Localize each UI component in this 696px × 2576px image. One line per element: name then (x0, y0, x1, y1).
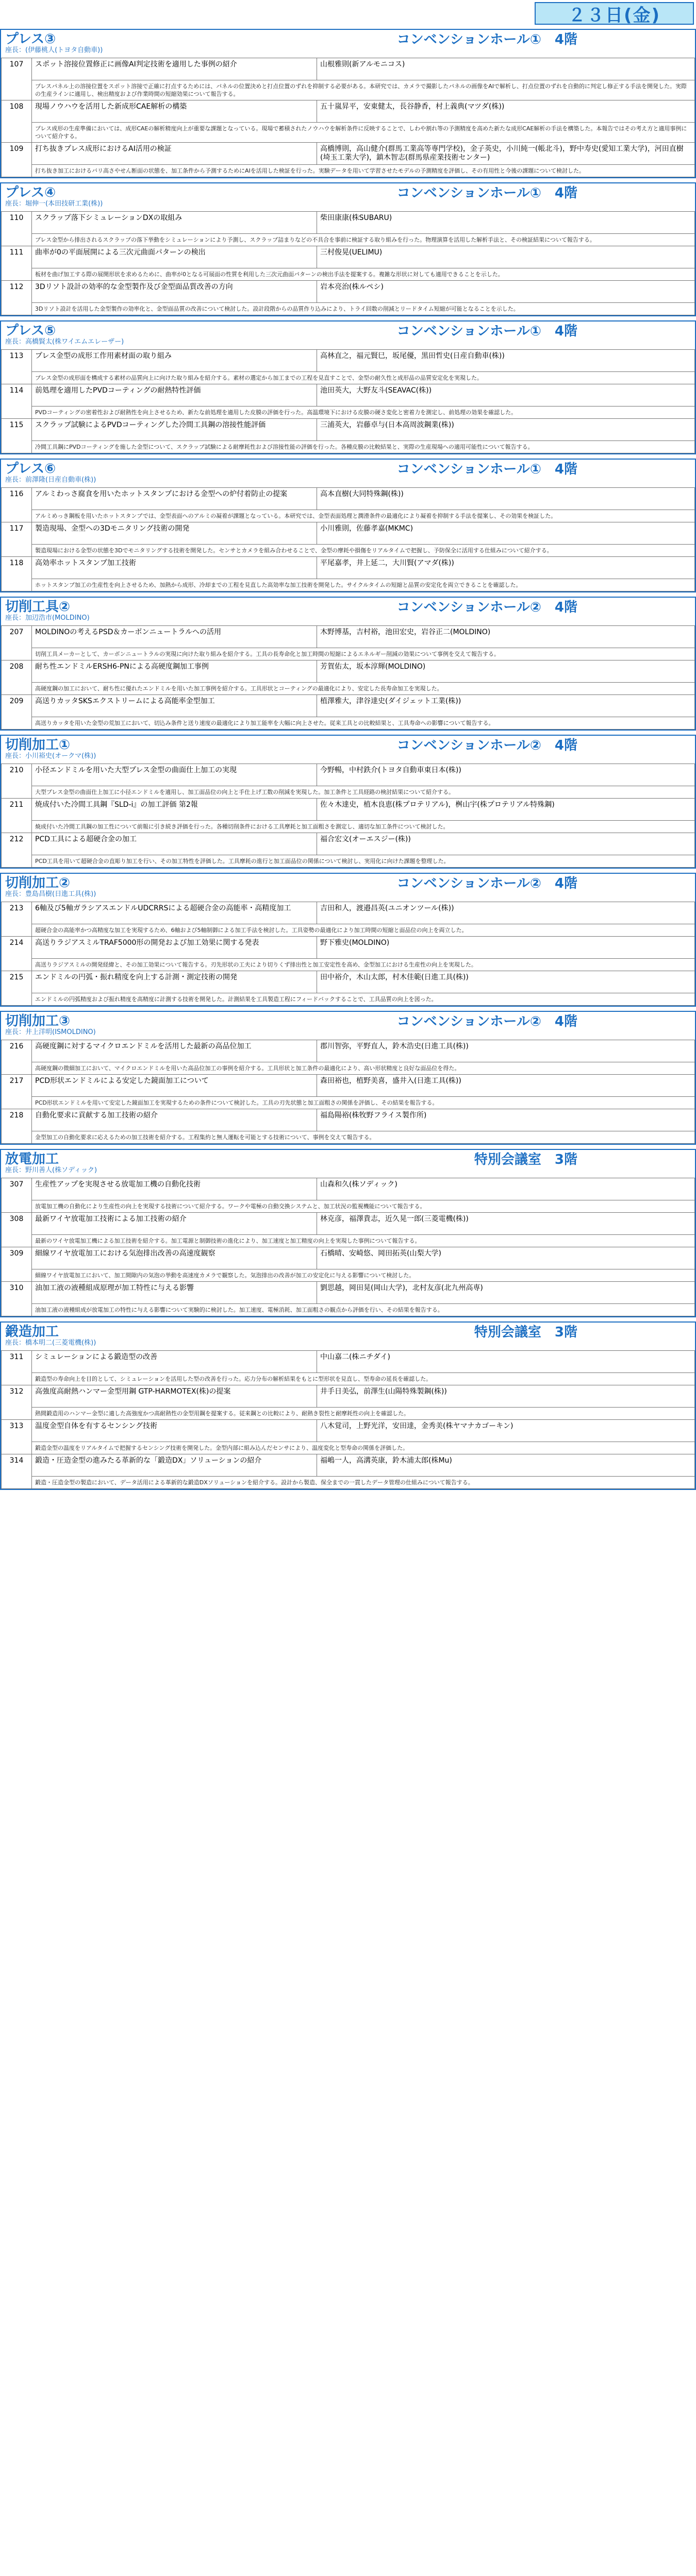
paper-authors: 今野暢，中村鉄介(トヨタ自動車東日本(株)) (317, 764, 695, 786)
paper-row (2, 833, 695, 855)
paper-title: 現場ノウハウを活用した新成形CAE解析の構築 (32, 100, 317, 123)
session-room: コンベンションホール① 4階 (396, 32, 577, 47)
session-title: プレス⑥ (5, 461, 56, 477)
paper-title: 耐ち性エンドミルERSH6-PNによる高硬度鋼加工事例 (32, 660, 317, 683)
paper-number: 309 (2, 1247, 32, 1282)
paper-title: 温度金型自体を有するセンシング技術 (32, 1420, 317, 1442)
paper-title: スクラップ試験によるPVDコーティングした冷間工具鋼の溶接性能評価 (32, 419, 317, 441)
paper-title: MOLDINOの考えるPSD＆カーボンニュートラルへの活用 (32, 626, 317, 648)
paper-abstract: 最新のワイヤ放電加工機による加工技術を紹介する。加工電源と制御技術の進化により、加工速度と加工精度の向上を実現した事例について報告する。 (32, 1235, 695, 1247)
paper-number: 210 (2, 764, 32, 799)
paper-number: 118 (2, 557, 32, 591)
paper-authors: 木野博基，吉村裕，池田宏史，岩谷正二(MOLDINO) (317, 626, 695, 648)
paper-number: 216 (2, 1040, 32, 1075)
paper-abstract-row (2, 1373, 695, 1385)
paper-abstract-row (2, 579, 695, 591)
paper-abstract-row (2, 406, 695, 419)
session-room: コンベンションホール① 4階 (396, 462, 577, 477)
paper-authors: 佐々木達史，植木良恵(株プロテリアル)，桝山宇(株プロテリアル特殊鋼) (317, 799, 695, 821)
paper-abstract: 熱間鍛造用のハンマー金型に適した高強度かつ高耐熱性の金型用鋼を提案する。従来鋼との比較により、耐熱き裂性と耐摩耗性の向上を確認した。 (32, 1408, 695, 1420)
paper-abstract-row (2, 1477, 695, 1489)
paper-row (2, 626, 695, 648)
paper-title: 油加工液の液種組成原理が加工特性に与える影響 (32, 1282, 317, 1304)
paper-abstract-row (2, 1408, 695, 1420)
paper-abstract: 大型プレス金型の曲面仕上加工に小径エンドミルを適用し、加工面品位の向上と手仕上げ工数の削減を実現した。加工条件と工具経路の検討結果について紹介する。 (32, 786, 695, 799)
paper-row (2, 557, 695, 579)
date-badge: ２３日(金) (535, 2, 694, 25)
paper-number: 207 (2, 626, 32, 660)
paper-abstract: 製造現場における金型の状態を3Dでモニタリングする技術を開発した。センサとカメラを組み合わせることで、金型の摩耗や損傷をリアルタイムで把握し、予防保全に活用する仕組みについて紹介する。 (32, 545, 695, 557)
paper-abstract: プレス金型から排出されるスクラップの落下挙動をシミュレーションにより予測し、スクラップ詰まりなどの不具合を事前に検証する取り組みを行った。物理演算を活用した解析手法と、その検証結果について報告する。 (32, 234, 695, 246)
paper-abstract: 鍛造型の寿命向上を目的として、シミュレーションを活用した型の改善を行った。応力分布の解析結果をもとに型形状を見直し、型寿命の延長を確認した。 (32, 1373, 695, 1385)
paper-abstract-row (2, 303, 695, 315)
paper-title: 焼成付いた冷間工具鋼『SLD-i』の加工評価 第2報 (32, 799, 317, 821)
paper-abstract: 板材を曲げ加工する際の展開形状を求めるために、曲率が0となる可展面の性質を利用した三次元曲面パターンの検出手法を提案する。複雑な形状に対しても適用できることを示した。 (32, 268, 695, 281)
paper-abstract: 高硬度鋼の微細加工において、マイクロエンドミルを用いた高品位加工の事例を紹介する。工具形状と加工条件の最適化により、高い形状精度と良好な面品位を得た。 (32, 1062, 695, 1075)
paper-authors: 田中裕介，木山太郎，村木佳範(日進工具(株)) (317, 971, 695, 993)
paper-number: 308 (2, 1213, 32, 1247)
paper-row (2, 58, 695, 80)
paper-title: 6軸及び5軸ガラシアスエンドルUDCRRSによる超硬合金の高能率・高精度加工 (32, 902, 317, 924)
session-chair: 座長：高橋賢太(株ワイエムエレーザー) (5, 338, 124, 346)
paper-abstract: プレスパネル上の溶接位置をスポット溶接で正確に打点するためには、パネルの位置決めと打点位置のずれを抑制する必要がある。本研究では、カメラで撮影したパネルの画像をAIで解析し、打点位置のずれを自動的に判定し修正する手法を開発した。実際の生産ラインに適用し、検出精度および作業時間の短縮効果について報告する。 (32, 80, 695, 100)
paper-row (2, 1247, 695, 1269)
paper-abstract: PCD工具を用いて超硬合金の直彫り加工を行い、その加工特性を評価した。工具摩耗の進行と加工面品位の関係について検討し、実用化に向けた課題を整理した。 (32, 855, 695, 868)
paper-title: 自動化要求に貢献する加工技術の紹介 (32, 1109, 317, 1131)
paper-row (2, 246, 695, 268)
paper-number: 307 (2, 1178, 32, 1213)
session-heading-group (5, 1014, 96, 1037)
paper-row (2, 971, 695, 993)
paper-authors: 森田裕也，植野美喜，盛井入(日進工具(株)) (317, 1075, 695, 1097)
paper-abstract: プレス成形の生産準備においては、成形CAEの解析精度向上が重要な課題となっている。現場で蓄積されたノウハウを解析条件に反映することで、しわや割れ等の予測精度を高めた新たな成形CAE解析の手法を構築した。本報告ではその考え方と適用事例について紹介する。 (32, 123, 695, 143)
paper-abstract: 金型加工の自動化要求に応えるための加工技術を紹介する。工程集約と無人運転を可能とする技術について、事例を交えて報告する。 (32, 1131, 695, 1144)
paper-abstract-row (2, 123, 695, 143)
paper-abstract-row (2, 924, 695, 937)
paper-abstract: ホットスタンプ加工の生産性を向上させるため、加熱から成形、冷却までの工程を見直した高効率な加工技術を開発した。サイクルタイムの短縮と品質の安定化を両立できることを確認した。 (32, 579, 695, 591)
session-block (0, 1321, 696, 1490)
paper-row (2, 522, 695, 545)
session-title: 切削加工① (5, 737, 71, 753)
paper-abstract: PCD形状エンドミルを用いて安定した鏡面加工を実現するための条件について検討した。工具の刃先状態と加工面粗さの関係を評価し、その結果を報告する。 (32, 1097, 695, 1109)
paper-title: プレス金型の成形工作用素材面の取り組み (32, 350, 317, 372)
paper-row (2, 1454, 695, 1477)
paper-table (1, 902, 695, 1006)
session-heading-group (5, 32, 103, 55)
paper-title: 製造現場、金型への3Dモニタリング技術の開発 (32, 522, 317, 545)
paper-abstract-row (2, 959, 695, 971)
paper-abstract-row (2, 165, 695, 177)
paper-number: 310 (2, 1282, 32, 1316)
paper-title: シミュレーションによる鍛造型の改善 (32, 1351, 317, 1373)
paper-abstract: 切削工具メーカーとして、カーボンニュートラルの実現に向けた取り組みを紹介する。工具の長寿命化と加工時間の短縮によるエネルギー削減の効果について事例を交えて報告する。 (32, 648, 695, 660)
paper-row (2, 1420, 695, 1442)
paper-abstract-row (2, 1062, 695, 1075)
paper-title: 鍛造・圧造金型の進みたる革新的な「鍛造DX」ソリューションの紹介 (32, 1454, 317, 1477)
paper-authors: 柴田康康(株SUBARU) (317, 212, 695, 234)
paper-number: 311 (2, 1351, 32, 1385)
paper-abstract-row (2, 993, 695, 1006)
paper-row (2, 1178, 695, 1200)
paper-authors: 吉田和人，渡邉昌英(ユニオンツール(株)) (317, 902, 695, 924)
session-heading-group (5, 1325, 96, 1347)
paper-number: 108 (2, 100, 32, 143)
paper-abstract: 油加工液の液種組成が放電加工の特性に与える影響について実験的に検討した。加工速度、電極消耗、加工面粗さの観点から評価を行い、その結果を報告する。 (32, 1304, 695, 1316)
session-room: コンベンションホール② 4階 (396, 600, 577, 615)
paper-table (1, 1350, 695, 1489)
paper-title: 高送りカッタSKSエクストリームによる高能率金型加工 (32, 695, 317, 717)
paper-table (1, 211, 695, 315)
paper-authors: 植澤雅大，津谷達史(ダイジェット工業(株)) (317, 695, 695, 717)
paper-title: 高効率ホットスタンプ加工技術 (32, 557, 317, 579)
session-block (0, 459, 696, 592)
paper-abstract: アルミめっき鋼板を用いたホットスタンプでは、金型表面へのアルミの凝着が課題となっている。本研究では、金型表面処理と潤滑条件の最適化により凝着を抑制する手法を提案し、その効果を検証した。 (32, 510, 695, 522)
paper-title: 高硬度鋼に対するマイクロエンドミルを活用した最新の高品位加工 (32, 1040, 317, 1062)
session-header (1, 874, 695, 902)
session-heading-group (5, 1152, 97, 1175)
paper-abstract: エンドミルの円弧精度および振れ精度を高精度に計測する技術を開発した。計測結果を工具製造工程にフィードバックすることで、工具品質の向上を図った。 (32, 993, 695, 1006)
paper-title: 最新ワイヤ放電加工技術による加工技術の紹介 (32, 1213, 317, 1235)
session-room: コンベンションホール② 4階 (396, 1014, 577, 1029)
paper-number: 312 (2, 1385, 32, 1420)
paper-title: スクラップ落下シミュレーションDXの取組み (32, 212, 317, 234)
paper-abstract: 3Dリソト設計を活用した金型製作の効率化と、金型面品質の改善について検討した。設計段階からの品質作り込みにより、トライ回数の削減とリードタイム短縮が可能となることを示した。 (32, 303, 695, 315)
session-chair: 座長：小川裕史(オークマ(株)) (5, 752, 96, 760)
paper-authors: 高林直之，福元賢巳，坂尾優，黒田哲史(日産自動車(株)) (317, 350, 695, 372)
paper-row (2, 281, 695, 303)
session-room: コンベンションホール① 4階 (396, 324, 577, 339)
paper-title: 打ち抜きプレス成形におけるAI活用の検証 (32, 143, 317, 165)
paper-abstract-row (2, 821, 695, 833)
paper-table (1, 1040, 695, 1144)
session-list (0, 29, 696, 1490)
paper-abstract-row (2, 545, 695, 557)
paper-row (2, 488, 695, 510)
paper-abstract-row (2, 855, 695, 868)
paper-abstract-row (2, 1235, 695, 1247)
paper-row (2, 384, 695, 406)
paper-number: 209 (2, 695, 32, 730)
paper-table (1, 58, 695, 177)
paper-title: 高送りラジアスミルTRAF5000形の開発および加工効果に関する発表 (32, 937, 317, 959)
session-title: 放電加工 (5, 1151, 59, 1167)
paper-row (2, 799, 695, 821)
paper-abstract: PVDコーティングの密着性および耐熱性を向上させるため、新たな前処理を適用した皮膜の評価を行った。高温環境下における皮膜の硬さ変化と密着力を測定し、前処理の効果を確認した。 (32, 406, 695, 419)
session-block (0, 29, 696, 178)
paper-number: 211 (2, 799, 32, 833)
paper-authors: 芳賀佑太，坂本淳輝(MOLDINO) (317, 660, 695, 683)
session-heading-group (5, 876, 96, 899)
paper-table (1, 349, 695, 453)
paper-authors: 井手日美弘，前澤生(山陽特殊製鋼(株)) (317, 1385, 695, 1408)
paper-abstract: 焼成付いた冷間工具鋼の加工性について前報に引き続き評価を行った。各種切削条件における工具摩耗と加工面粗さを測定し、適切な加工条件について検討した。 (32, 821, 695, 833)
paper-table (1, 625, 695, 730)
paper-row (2, 1385, 695, 1408)
paper-row (2, 660, 695, 683)
paper-abstract-row (2, 1442, 695, 1454)
paper-title: エンドミルの円弧・振れ精度を向上する計測・測定技術の開発 (32, 971, 317, 993)
paper-number: 117 (2, 522, 32, 557)
paper-number: 217 (2, 1075, 32, 1109)
session-block (0, 182, 696, 316)
paper-number: 110 (2, 212, 32, 246)
session-chair: 座長：豊島昌樹(日進工具(株)) (5, 890, 96, 898)
session-block (0, 320, 696, 454)
session-title: プレス④ (5, 185, 56, 200)
paper-abstract-row (2, 717, 695, 730)
paper-authors: 高橋博則，高山健介(群馬工業高等専門学校)，金子英史，小川純一(帳北斗)，野中寿史(愛知工業大学)，河田直樹(埼玉工業大学)，鎮木智志(群馬県産業技術センター) (317, 143, 695, 165)
paper-title: 小径エンドミルを用いた大型プレス金型の曲面仕上加工の実現 (32, 764, 317, 786)
paper-abstract-row (2, 1200, 695, 1213)
paper-title: 高強度高耐熱ハンマー金型用鋼 GTP-HARMOTEX(株)の提案 (32, 1385, 317, 1408)
paper-title: 3Dリソト設計の効率的な金型製作及び金型面品質改善の方向 (32, 281, 317, 303)
paper-number: 113 (2, 350, 32, 384)
header-bar (0, 0, 696, 25)
paper-row (2, 100, 695, 123)
paper-title: 曲率が0の平面展開による三次元曲面パターンの検出 (32, 246, 317, 268)
paper-authors: 福嶋一人，高溝英康，鈴木浦太郎(株Mu) (317, 1454, 695, 1477)
session-heading-group (5, 738, 96, 760)
paper-authors: 平尾嘉孝，井上延二，大川賢(アマダ(株)) (317, 557, 695, 579)
paper-abstract: 冷間工具鋼にPVDコーティングを施した金型について、スクラップ試験による耐摩耗性および溶接性能の評価を行った。各種皮膜の比較結果と、実際の生産現場への適用可能性について報告する。 (32, 441, 695, 453)
paper-authors: 福合宏文(オーエスジー(株)) (317, 833, 695, 855)
paper-row (2, 1109, 695, 1131)
paper-row (2, 1075, 695, 1097)
session-header (1, 460, 695, 487)
paper-number: 116 (2, 488, 32, 522)
paper-abstract: 細線ワイヤ放電加工において、加工間隙内の気泡の挙動を高速度カメラで観察した。気泡排出の改善が加工の安定化に与える影響について検討した。 (32, 1269, 695, 1282)
session-header (1, 598, 695, 625)
session-title: 鍛造加工 (5, 1324, 59, 1340)
session-block (0, 735, 696, 869)
paper-table (1, 487, 695, 591)
paper-abstract: 鍛造金型の温度をリアルタイムで把握するセンシング技術を開発した。金型内部に組み込んだセンサにより、温度変化と型寿命の関係を評価した。 (32, 1442, 695, 1454)
session-room: コンベンションホール② 4階 (396, 876, 577, 891)
paper-authors: 三浦英大，岩藤卓与(日本高周波鋼業(株)) (317, 419, 695, 441)
paper-row (2, 1351, 695, 1373)
paper-row (2, 764, 695, 786)
paper-number: 111 (2, 246, 32, 281)
paper-row (2, 1282, 695, 1304)
session-chair: 座長：橋本明二(三菱電機(株)) (5, 1339, 96, 1347)
session-chair: 座長：井上洋明(ISMOLDINO) (5, 1028, 96, 1036)
paper-row (2, 350, 695, 372)
session-title: 切削加工③ (5, 1013, 71, 1029)
session-heading-group (5, 185, 103, 208)
paper-number: 107 (2, 58, 32, 100)
session-block (0, 1149, 696, 1317)
paper-abstract-row (2, 372, 695, 384)
paper-row (2, 902, 695, 924)
paper-number: 208 (2, 660, 32, 695)
paper-authors: 石橋晴、安崎悠、岡田拓英(山梨大学) (317, 1247, 695, 1269)
session-title: 切削加工② (5, 875, 71, 891)
paper-authors: 福島陽裕(株牧野フライス製作所) (317, 1109, 695, 1131)
session-title: プレス⑤ (5, 323, 56, 338)
session-heading-group (5, 462, 96, 484)
session-block (0, 1011, 696, 1145)
paper-authors: 野下雅史(MOLDINO) (317, 937, 695, 959)
paper-authors: 山根雅則(新アルモニコス) (317, 58, 695, 80)
paper-row (2, 143, 695, 165)
paper-abstract-row (2, 268, 695, 281)
paper-title: 前処理を適用したPVDコーティングの耐熱特性評価 (32, 384, 317, 406)
paper-abstract-row (2, 648, 695, 660)
paper-abstract-row (2, 441, 695, 453)
paper-row (2, 212, 695, 234)
session-header (1, 1012, 695, 1040)
session-room: コンベンションホール① 4階 (396, 185, 577, 201)
paper-abstract-row (2, 1304, 695, 1316)
session-header (1, 1323, 695, 1350)
paper-abstract-row (2, 786, 695, 799)
paper-abstract: 鍛造・圧造金型の製造において、データ活用による革新的な鍛造DXソリューションを紹介する。設計から製造、保全までの一貫したデータ管理の仕組みについて報告する。 (32, 1477, 695, 1489)
paper-number: 313 (2, 1420, 32, 1454)
paper-authors: 岩本亮治(株ルペシ) (317, 281, 695, 303)
paper-abstract-row (2, 1097, 695, 1109)
paper-abstract-row (2, 80, 695, 100)
paper-abstract-row (2, 683, 695, 695)
paper-row (2, 419, 695, 441)
paper-number: 314 (2, 1454, 32, 1489)
paper-authors: 高本直樹(大同特殊鋼(株)) (317, 488, 695, 510)
session-room: 特別会議室 3階 (474, 1152, 577, 1167)
paper-abstract-row (2, 234, 695, 246)
paper-title: アルミわっさ腐食を用いたホットスタンプにおける金型への炉付着防止の提案 (32, 488, 317, 510)
session-chair: 座長：(伊藤桃人(トヨタ自動車)) (5, 46, 103, 54)
paper-number: 215 (2, 971, 32, 1006)
paper-row (2, 695, 695, 717)
session-header (1, 736, 695, 764)
session-room: 特別会議室 3階 (474, 1325, 577, 1340)
paper-abstract: 高硬度鋼の加工において、耐ち性に優れたエンドミルを用いた加工事例を紹介する。工具形状とコーティングの最適化により、安定した長寿命加工を実現した。 (32, 683, 695, 695)
paper-authors: 中山嘉二(株ニチダイ) (317, 1351, 695, 1373)
paper-title: 細線ワイヤ放電加工における気泡排出改善の高速度観察 (32, 1247, 317, 1269)
session-header (1, 1150, 695, 1178)
paper-number: 112 (2, 281, 32, 315)
session-title: プレス③ (5, 31, 56, 47)
paper-abstract-row (2, 1131, 695, 1144)
paper-title: スポット溶接位置修正に画像AI判定技術を適用した事例の紹介 (32, 58, 317, 80)
paper-number: 213 (2, 902, 32, 937)
paper-abstract: 高送りラジアスミルの開発経緯と、その加工効果について報告する。刃先形状の工夫により切りくず排出性と加工安定性を高め、金型加工における生産性の向上を実現した。 (32, 959, 695, 971)
paper-authors: 林克彦，福澤貴志，近久晃一郎(三菱電機(株)) (317, 1213, 695, 1235)
session-block (0, 873, 696, 1007)
paper-row (2, 937, 695, 959)
session-heading-group (5, 600, 90, 622)
paper-authors: 三村俊晃(UELIMU) (317, 246, 695, 268)
paper-authors: 劉思越，岡田晃(岡山大学)，北村友彦(北九州高専) (317, 1282, 695, 1304)
session-header (1, 30, 695, 58)
paper-abstract: 放電加工機の自動化により生産性の向上を実現する技術について紹介する。ワークや電極の自動交換システムと、加工状況の監視機能について報告する。 (32, 1200, 695, 1213)
session-block (0, 597, 696, 731)
paper-abstract: 超硬合金の高能率かつ高精度な加工を実現するため、6軸および5軸制御による加工手法を検討した。工具姿勢の最適化により加工時間の短縮と面品位の向上を両立した。 (32, 924, 695, 937)
paper-authors: 郡川智弥，平野直人，鈴木浩史(日進工具(株)) (317, 1040, 695, 1062)
paper-row (2, 1040, 695, 1062)
paper-authors: 五十嵐昇平，安東健太，長谷静香，村上義典(マツダ(株)) (317, 100, 695, 123)
session-heading-group (5, 324, 124, 346)
session-chair: 座長：堀伸一(本田技研工業(株)) (5, 200, 103, 208)
paper-table (1, 1178, 695, 1316)
paper-abstract-row (2, 1269, 695, 1282)
paper-abstract: 打ち抜き加工におけるバリ高さやせん断面の状態を、加工条件から予測するためにAIを活用した検証を行った。実験データを用いて学習させたモデルの予測精度を評価し、その有用性と今後の課題について検討した。 (32, 165, 695, 177)
session-header (1, 321, 695, 349)
session-chair: 座長：前澤隆(日産自動車(株)) (5, 476, 96, 484)
paper-table (1, 764, 695, 868)
paper-number: 115 (2, 419, 32, 453)
paper-number: 214 (2, 937, 32, 971)
paper-title: PCD形状エンドミルによる安定した鏡面加工について (32, 1075, 317, 1097)
paper-number: 212 (2, 833, 32, 868)
paper-abstract: プレス金型の成形面を構成する素材の品質向上に向けた取り組みを紹介する。素材の選定から加工までの工程を見直すことで、金型の耐久性と成形品の品質安定化を実現した。 (32, 372, 695, 384)
paper-number: 109 (2, 143, 32, 177)
paper-number: 114 (2, 384, 32, 419)
paper-abstract: 高送りカッタを用いた金型の荒加工において、切込み条件と送り速度の最適化により加工能率を大幅に向上させた。従来工具との比較結果と、工具寿命への影響について報告する。 (32, 717, 695, 730)
paper-row (2, 1213, 695, 1235)
session-chair: 座長：加辺浩市(MOLDINO) (5, 614, 90, 622)
paper-title: 生産性アップを実現させる放電加工機の自動化技術 (32, 1178, 317, 1200)
paper-number: 218 (2, 1109, 32, 1144)
session-room: コンベンションホール② 4階 (396, 738, 577, 753)
paper-authors: 池田英大，大野友斗(SEAVAC(株)) (317, 384, 695, 406)
paper-authors: 山森和久(株ソディック) (317, 1178, 695, 1200)
paper-abstract-row (2, 510, 695, 522)
session-header (1, 183, 695, 211)
session-chair: 座長：野川善人(株ソディック) (5, 1166, 97, 1174)
paper-authors: 小川雅則，佐藤孝嘉(MKMC) (317, 522, 695, 545)
paper-authors: 八木覚司，上野光洋，安田達，金秀美(株ヤマナカゴーキン) (317, 1420, 695, 1442)
paper-title: PCD工具による超硬合金の加工 (32, 833, 317, 855)
session-title: 切削工具② (5, 599, 71, 615)
